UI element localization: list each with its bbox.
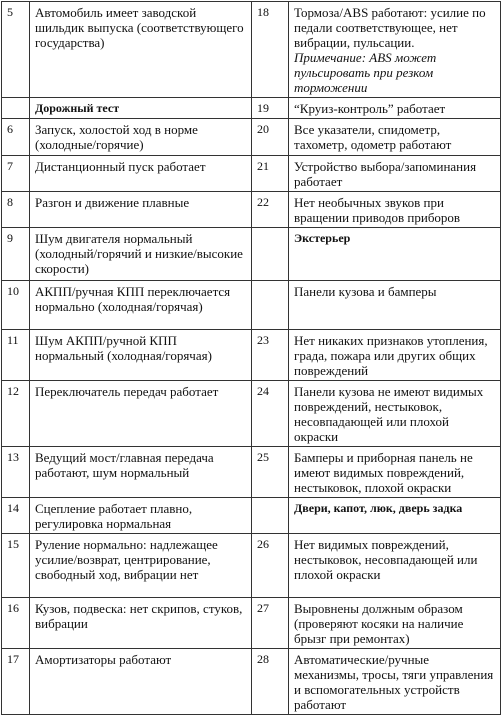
table-row (2, 192, 501, 228)
item-number: 15 (2, 534, 30, 598)
item-number: 28 (252, 649, 289, 715)
table-row (2, 498, 501, 534)
item-number: 12 (2, 381, 30, 447)
item-text: Амортизаторы работают (30, 649, 252, 715)
item-number: 21 (252, 156, 289, 192)
item-number: 19 (252, 98, 289, 119)
item-number: 9 (2, 228, 30, 281)
item-number: 14 (2, 498, 30, 534)
item-number: 22 (252, 192, 289, 228)
item-text-with-note (289, 2, 501, 98)
table-row (2, 330, 501, 381)
table-row (2, 119, 501, 156)
item-text: Нет никаких признаков утопления, града, пожара или других общих повреждений (289, 330, 501, 381)
table-row (2, 447, 501, 498)
table-row (2, 281, 501, 330)
table-row (2, 98, 501, 119)
item-number (252, 281, 289, 330)
item-text: Разгон и движение плавные (30, 192, 252, 228)
item-text: Сцепление работает плавно, регулировка нормальная (30, 498, 252, 534)
item-number: 23 (252, 330, 289, 381)
table-row (2, 598, 501, 649)
item-number: 20 (252, 119, 289, 156)
item-text: Устройство выбора/запоминания работает (289, 156, 501, 192)
item-number: 6 (2, 119, 30, 156)
table-row (2, 156, 501, 192)
item-text: Запуск, холостой ход в норме (холодные/горячие) (30, 119, 252, 156)
item-number: 24 (252, 381, 289, 447)
item-number: 13 (2, 447, 30, 498)
table-row (2, 2, 501, 98)
item-number: 27 (252, 598, 289, 649)
section-heading: Экстерьер (289, 228, 501, 281)
item-text: Автомобиль имеет заводской шильдик выпуска (соответствующего государства) (30, 2, 252, 98)
item-text: Тормоза/ABS работают: усилие по педали соответствующее, нет вибрации, пульсации. (294, 5, 486, 50)
inspection-checklist-table (1, 1, 501, 715)
item-number: 18 (252, 2, 289, 98)
item-number: 25 (252, 447, 289, 498)
table-row (2, 381, 501, 447)
item-number (2, 98, 30, 119)
item-text: Выровнены должным образом (проверяют косяки на наличие брызг при ремонтах) (289, 598, 501, 649)
item-text: Кузов, подвеска: нет скрипов, стуков, вибрации (30, 598, 252, 649)
item-text: Нет необычных звуков при вращении приводов приборов (289, 192, 501, 228)
item-number: 10 (2, 281, 30, 330)
item-text: Все указатели, спидометр, тахометр, одометр работают (289, 119, 501, 156)
item-text: АКПП/ручная КПП переключается нормально (холодная/горячая) (30, 281, 252, 330)
item-text: Шум двигателя нормальный (холодный/горячий и низкие/высокие скорости) (30, 228, 252, 281)
item-number: 17 (2, 649, 30, 715)
item-text: Дистанционный пуск работает (30, 156, 252, 192)
item-number: 5 (2, 2, 30, 98)
item-number (252, 228, 289, 281)
table-row (2, 649, 501, 715)
item-number: 16 (2, 598, 30, 649)
item-text: Автоматические/ручные механизмы, тросы, тяги управления и вспомогательных устройств работают (289, 649, 501, 715)
item-note: Примечание: ABS может пульсировать при резком торможении (294, 50, 437, 95)
item-text: “Круиз-контроль” работает (289, 98, 501, 119)
item-text: Шум АКПП/ручной КПП нормальный (холодная/горячая) (30, 330, 252, 381)
item-text: Нет видимых повреждений, нестыковок, несовпадающей или плохой окраски (289, 534, 501, 598)
section-heading: Двери, капот, люк, дверь задка (289, 498, 501, 534)
item-text: Панели кузова не имеют видимых повреждений, нестыковок, несовпадающей или плохой окраски (289, 381, 501, 447)
section-heading: Дорожный тест (30, 98, 252, 119)
item-number: 11 (2, 330, 30, 381)
item-text: Руление нормально: надлежащее усилие/возврат, центрирование, свободный ход, вибрации нет (30, 534, 252, 598)
subsection-heading: Панели кузова и бамперы (289, 281, 501, 330)
item-number: 8 (2, 192, 30, 228)
item-text: Переключатель передач работает (30, 381, 252, 447)
item-number (252, 498, 289, 534)
table-row (2, 228, 501, 281)
item-number: 26 (252, 534, 289, 598)
item-text: Ведущий мост/главная передача работают, шум нормальный (30, 447, 252, 498)
table-row (2, 534, 501, 598)
item-number: 7 (2, 156, 30, 192)
item-text: Бамперы и приборная панель не имеют видимых повреждений, нестыковок, плохой окраски (289, 447, 501, 498)
